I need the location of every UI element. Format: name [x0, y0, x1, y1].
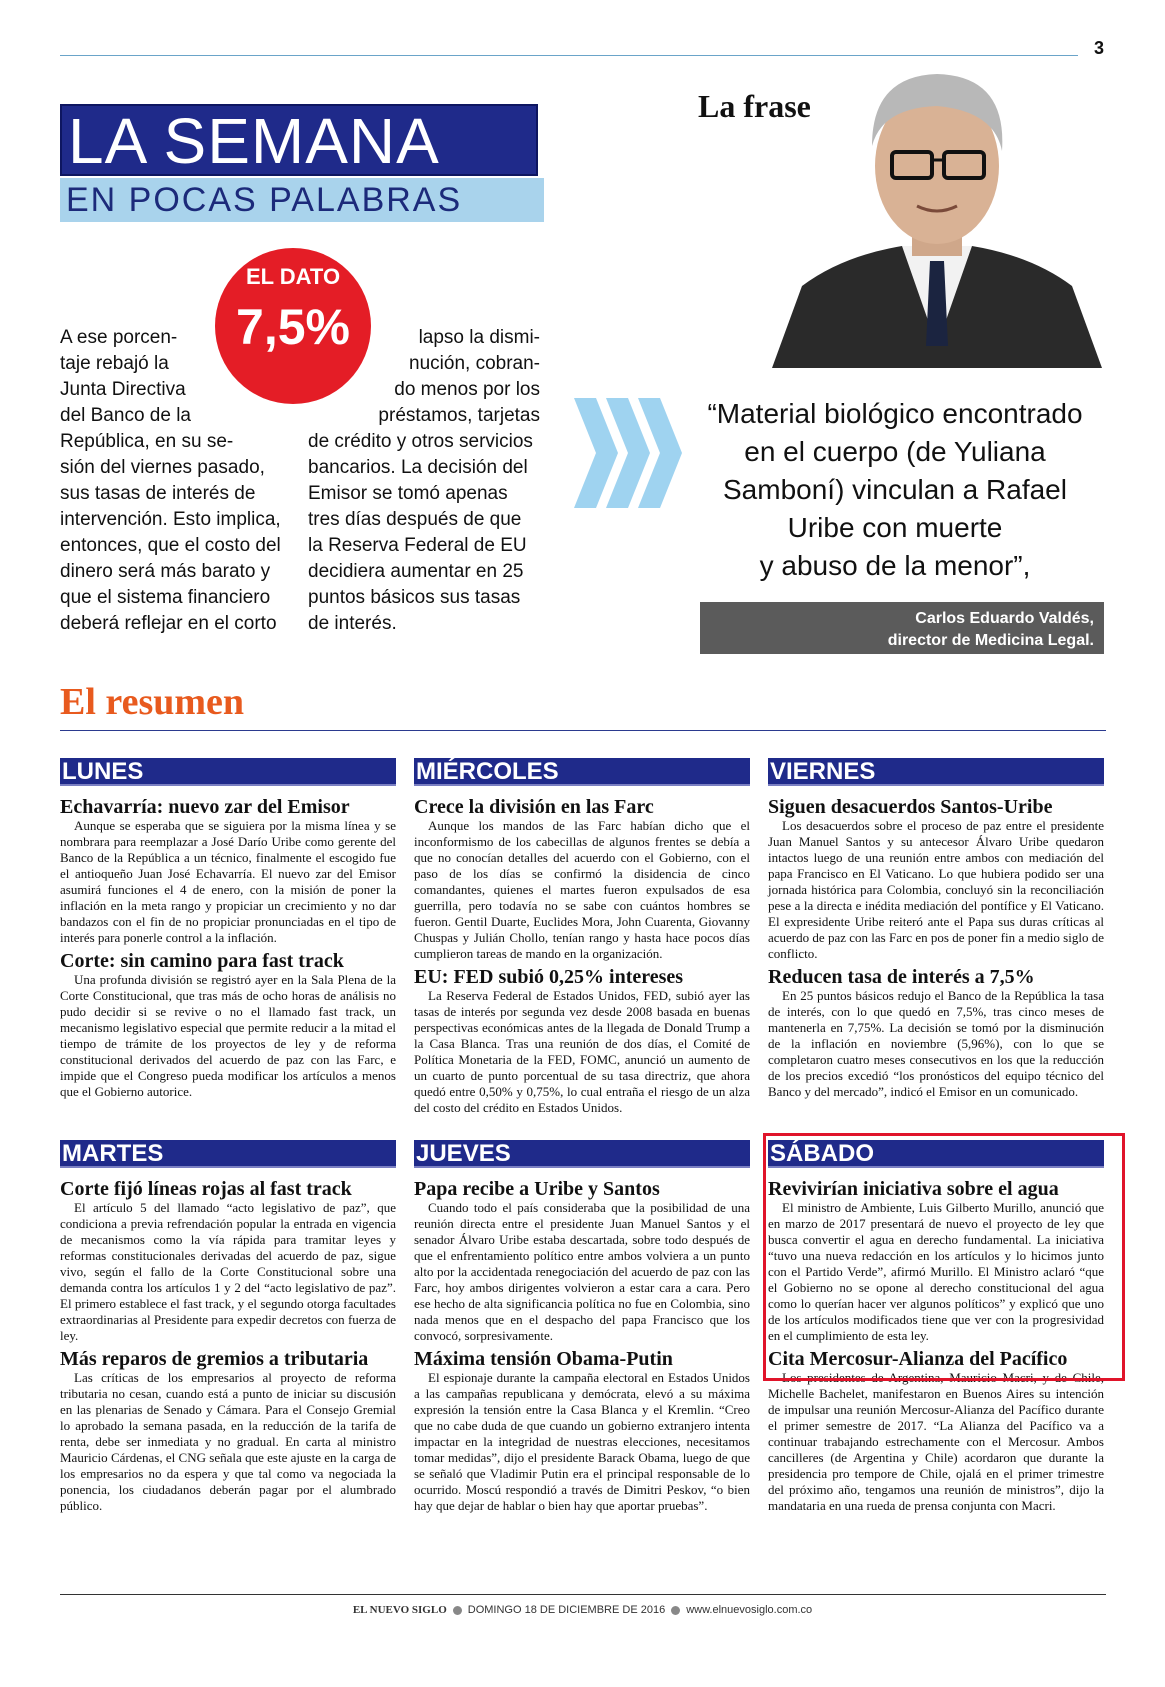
- masthead-line-1: LA SEMANA: [60, 104, 538, 176]
- article: [60, 1348, 396, 1514]
- page-number: 3: [1094, 38, 1105, 58]
- day-header: LUNES: [60, 758, 396, 786]
- quote-line: “Material biológico encontrado: [707, 398, 1083, 429]
- dato-line: Emisor se tomó apenas: [308, 483, 508, 504]
- speaker-portrait: [762, 56, 1112, 368]
- dato-line: taje rebajó la: [60, 353, 169, 374]
- article-headline: Echavarría: nuevo zar del Emisor: [60, 796, 350, 818]
- day-header: VIERNES: [768, 758, 1104, 786]
- resumen-rule: [60, 730, 1106, 731]
- dato-line: decidiera aumentar en 25: [308, 561, 524, 582]
- author-role: director de Medicina Legal.: [887, 632, 1094, 649]
- article: [768, 966, 1104, 1100]
- article-body: En 25 puntos básicos redujo el Banco de la República la tasa de interés, con lo que quedó en 7,5%, tras cinco meses de mantenerla en 7,75%. La decisión se tomó por la disminución de la inflación en noviembre (5,96%), con lo que se completaron cuatro meses consecutivos en los que la reducción de los precios excedió “los pronósticos del equipo técnico del Banco y del mercado”, indicó el Emisor en un comunicado.: [768, 988, 1104, 1099]
- column-lunes: [60, 758, 396, 1100]
- dato-label: EL DATO: [245, 264, 341, 289]
- quote-line: Uribe con muerte: [787, 512, 1003, 543]
- article-headline: Revivirían iniciativa sobre el agua: [768, 1178, 1059, 1200]
- dato-line: de crédito y otros servicios: [308, 431, 533, 452]
- dato-line: de interés.: [308, 613, 397, 634]
- article-body: Aunque los mandos de las Farc habían dicho que el inconformismo de los cabecillas de algunos frentes se debía a que no conocían detalles del acuerdo con el Gobierno, con el paso de los días se confirmó la disidencia de cinco comandantes, quienes el martes fueron expulsados de esa guerrilla, pero todavía no se sabe con cuántos hombres se fueron. Gentil Duarte, Euclides Mora, John Cuarenta, Giovanny Chuspas y Julián Chollo, tenían rango y hasta hace pocos días cumplieron tareas de mando en la organización.: [414, 818, 750, 961]
- frase-author: [700, 602, 1104, 654]
- dato-line: nución, cobran-: [409, 353, 540, 374]
- article-body: Aunque se esperaba que se siguiera por la misma línea y se nombrara para reemplazar a José Darío Uribe como gerente del Banco de la República a un técnico, finalmente el escogido fue el antioqueño Juan José Echavarría. El nuevo zar del Emisor asumirá funciones el 4 de enero, con la misión de poner la inflación en la meta rango y propiciar un crecimiento y no dar bandazos con el fin de no propiciar pronunciadas en el tipo de interés para ponerle control a la inflación.: [60, 818, 396, 945]
- day-header: MARTES: [60, 1140, 396, 1168]
- day-header: JUEVES: [414, 1140, 750, 1168]
- article: [414, 1178, 750, 1344]
- dato-line: do menos por los: [394, 379, 540, 400]
- article-body: Una profunda división se registró ayer en la Sala Plena de la Corte Constitucional, que tras más de ocho horas de análisis no pudo decidir si se revive o no el llamado fast track, un mecanismo legislativo especial que permite reducir a la mitad el tiempo de trámite de los proyectos de ley y de reforma constitucional derivados del acuerdo de paz con las Farc, e impide que el Congreso pueda modificar los artículos a menos que el Gobierno autorice.: [60, 972, 396, 1099]
- dato-line: que el sistema financiero: [60, 587, 271, 608]
- dato-text-left: [60, 325, 292, 637]
- page-footer: [0, 1604, 1165, 1616]
- article-headline: Más reparos de gremios a tributaria: [60, 1348, 369, 1370]
- dato-line: la Reserva Federal de EU: [308, 535, 527, 556]
- article: [414, 1348, 750, 1514]
- dato-line: A ese porcen-: [60, 327, 178, 348]
- column-martes: [60, 1140, 396, 1514]
- dato-line: tres días después de que: [308, 509, 522, 530]
- dato-line: Junta Directiva: [60, 379, 186, 400]
- column-viernes: [768, 758, 1104, 1100]
- chevron-right-icon: [574, 398, 682, 508]
- author-name: Carlos Eduardo Valdés,: [915, 610, 1094, 627]
- quote-line: en el cuerpo (de Yuliana: [744, 436, 1046, 467]
- dato-line: dinero será más barato y: [60, 561, 271, 582]
- article: [60, 796, 396, 946]
- dato-line: puntos básicos sus tasas: [308, 587, 521, 608]
- dato-line: sus tasas de interés de: [60, 483, 256, 504]
- article-body: El artículo 5 del llamado “acto legislativo de paz”, que condiciona a previa refrendación popular la entrada en vigencia de mecanismos como la vía rápida para tramitar leyes y reformas constitucionales derivadas del acuerdo de paz, sigue vivo, según el fallo de la Corte Constitucional sobre una demanda contra los artículos 1 y 2 del “acto legislativo de paz”. El primero establece el fast track, y el segundo otorga facultades extraordinarias al Presidente para expedir decretos con fuerza de ley.: [60, 1200, 396, 1343]
- article-body: Cuando todo el país consideraba que la posibilidad de una reunión directa entre el presidente Juan Manuel Santos y el senador Álvaro Uribe estaba descartada, sobre todo después de que el enfrentamiento político entre ambos volviera a un punto alto por la accidentada renegociación del acuerdo de paz con las Farc, hoy ambos dirigentes volvieron a estar cara a cara. Pero ese hecho de alta significancia política no fue en Colombia, sino nada menos que en el despacho del papa Francisco que los convocó, sorpresivamente.: [414, 1200, 750, 1343]
- dato-line: entonces, que el costo del: [60, 535, 281, 556]
- article: [60, 950, 396, 1100]
- article-headline: Cita Mercosur-Alianza del Pacífico: [768, 1348, 1068, 1370]
- article-headline: Siguen desacuerdos Santos-Uribe: [768, 796, 1053, 818]
- dato-line: sión del viernes pasado,: [60, 457, 265, 478]
- bullet-icon: [671, 1606, 680, 1615]
- article-headline: Reducen tasa de interés a 7,5%: [768, 966, 1035, 988]
- quote-line: y abuso de la menor”,: [759, 550, 1031, 581]
- resumen-title: El resumen: [60, 681, 245, 723]
- quote-line: Samboní) vinculan a Rafael: [723, 474, 1067, 505]
- day-header: SÁBADO: [768, 1140, 1104, 1168]
- dato-text-right: [308, 325, 540, 637]
- dato-line: intervención. Esto implica,: [60, 509, 281, 530]
- dato-value: 7,5%: [236, 299, 350, 355]
- dato-line: del Banco de la: [60, 405, 191, 426]
- article-body: El espionaje durante la campaña electoral en Estados Unidos a las campañas republicana y demócrata, elevó a su máxima expresión la tensión entre la Casa Blanca y el Kremlin. “Creo que no cabe duda de que cuando un gobierno extranjero intenta impactar en la integridad de nuestras elecciones, necesitamos tomar medidas”, dijo el presidente Barack Obama, luego de que se señaló que Vladimir Putin era el principal responsable de lo ocurrido. Moscú respondió a través de Dimitri Peskov, “o bien hay que dejar de hablar o bien hay que aportar pruebas”.: [414, 1370, 750, 1513]
- article-body: Las críticas de los empresarios al proyecto de reforma tributaria no cesan, cuando está a punto de iniciar su discusión en las plenarias de Senado y Cámara. Para el Consejo Gremial lo aprobado la semana pasada, en la reducción de la tarifa de renta, debe ser inmediata y no gradual. En carta al ministro Mauricio Cárdenas, el CNG señala que este ajuste en la carga de los empresarios no da espera y que tal como va negociada la ponencia, los ciudadanos deberán pagar por el alumbrado público.: [60, 1370, 396, 1513]
- masthead-line-2: EN POCAS PALABRAS: [60, 178, 544, 222]
- section-masthead: [60, 104, 538, 224]
- column-miercoles: [414, 758, 750, 1116]
- article-body: Los presidentes de Argentina, Mauricio Macri, y de Chile, Michelle Bachelet, manifestaron en Buenos Aires su intención de impulsar una reunión Mercosur-Alianza del Pacífico durante el primer semestre de 2017. “La Alianza del Pacífico va a continuar trabajando estrechamente con el Mercosur. Ambos cancilleres (de Argentina y Chile) acordaron que durante la presidencia pro tempore de Chile, ojalá en el primer trimestre del próximo año, tengamos una reunión de ministros”, dijo la mandataria en una rueda de prensa conjunta con Macri.: [768, 1370, 1104, 1513]
- dato-line: préstamos, tarjetas: [378, 405, 540, 426]
- dato-line: deberá reflejar en el corto: [60, 613, 277, 634]
- frase-quote: [680, 395, 1110, 585]
- article: [414, 796, 750, 962]
- footer-paper-name: EL NUEVO SIGLO: [352, 1604, 447, 1616]
- article-headline: Crece la división en las Farc: [414, 796, 654, 818]
- article-headline: EU: FED subió 0,25% intereses: [414, 966, 684, 988]
- footer-rule: [60, 1594, 1106, 1595]
- bullet-icon: [453, 1606, 462, 1615]
- dato-line: bancarios. La decisión del: [308, 457, 528, 478]
- article: [768, 796, 1104, 962]
- footer-url: www.elnuevosiglo.com.co: [686, 1604, 813, 1616]
- frase-title: La frase: [698, 88, 811, 124]
- dato-line: lapso la dismi-: [418, 327, 540, 348]
- article-headline: Máxima tensión Obama-Putin: [414, 1348, 673, 1370]
- article: [414, 966, 750, 1116]
- article-headline: Corte fijó líneas rojas al fast track: [60, 1178, 352, 1200]
- article-body: Los desacuerdos sobre el proceso de paz entre el presidente Juan Manuel Santos y su antecesor Álvaro Uribe quedaron intactos luego de una reunión entre ambos con mediación del papa Francisco en El Vaticano. Lo que hubiera podido ser una jornada histórica para Colombia, concluyó sin la reconciliación pese a la directa e inédita mediación del pontífice y El Vaticano. El expresidente Uribe reiteró ante el Papa sus duras críticas al acuerdo de paz con las Farc en pos de poner fin a medio siglo de conflicto.: [768, 818, 1104, 961]
- article-headline: Corte: sin camino para fast track: [60, 950, 344, 972]
- day-header: MIÉRCOLES: [414, 758, 750, 786]
- article: [60, 1178, 396, 1344]
- article-body: La Reserva Federal de Estados Unidos, FED, subió ayer las tasas de interés por segunda vez desde 2008 basada en buenas perspectivas económicas antes de la llegada de Donald Trump a la Casa Blanca. Tras una reunión de dos días, el Comité de Política Monetaria de la FED, FOMC, anunció un aumento de un cuarto de punto porcentual de su tasa directriz, que ahora quedó entre 0,50% y 0,75%, lo cual entraña el riesgo de un alza del costo del crédito en Estados Unidos.: [414, 988, 750, 1115]
- column-jueves: [414, 1140, 750, 1514]
- footer-date: DOMINGO 18 DE DICIEMBRE DE 2016: [467, 1604, 666, 1616]
- dato-line: República, en su se-: [60, 431, 234, 452]
- highlight-box: [763, 1133, 1125, 1381]
- article-body: El ministro de Ambiente, Luis Gilberto Murillo, anunció que en marzo de 2017 presentará de nuevo el proyecto de ley que busca convertir el agua en derecho fundamental. La iniciativa “tuvo una nueva redacción en los artículos y lo hicimos junto con el Partido Verde”, afirmó Murillo. El Ministro aclaró “que el Gobierno no se opone al derecho constitucional del agua como lo querían hacer ver algunos políticos” y explicó que uno de los artículos modificados tiene que ver con la progresividad en el cumplimiento de esta ley.: [768, 1200, 1104, 1343]
- article-headline: Papa recibe a Uribe y Santos: [414, 1178, 660, 1200]
